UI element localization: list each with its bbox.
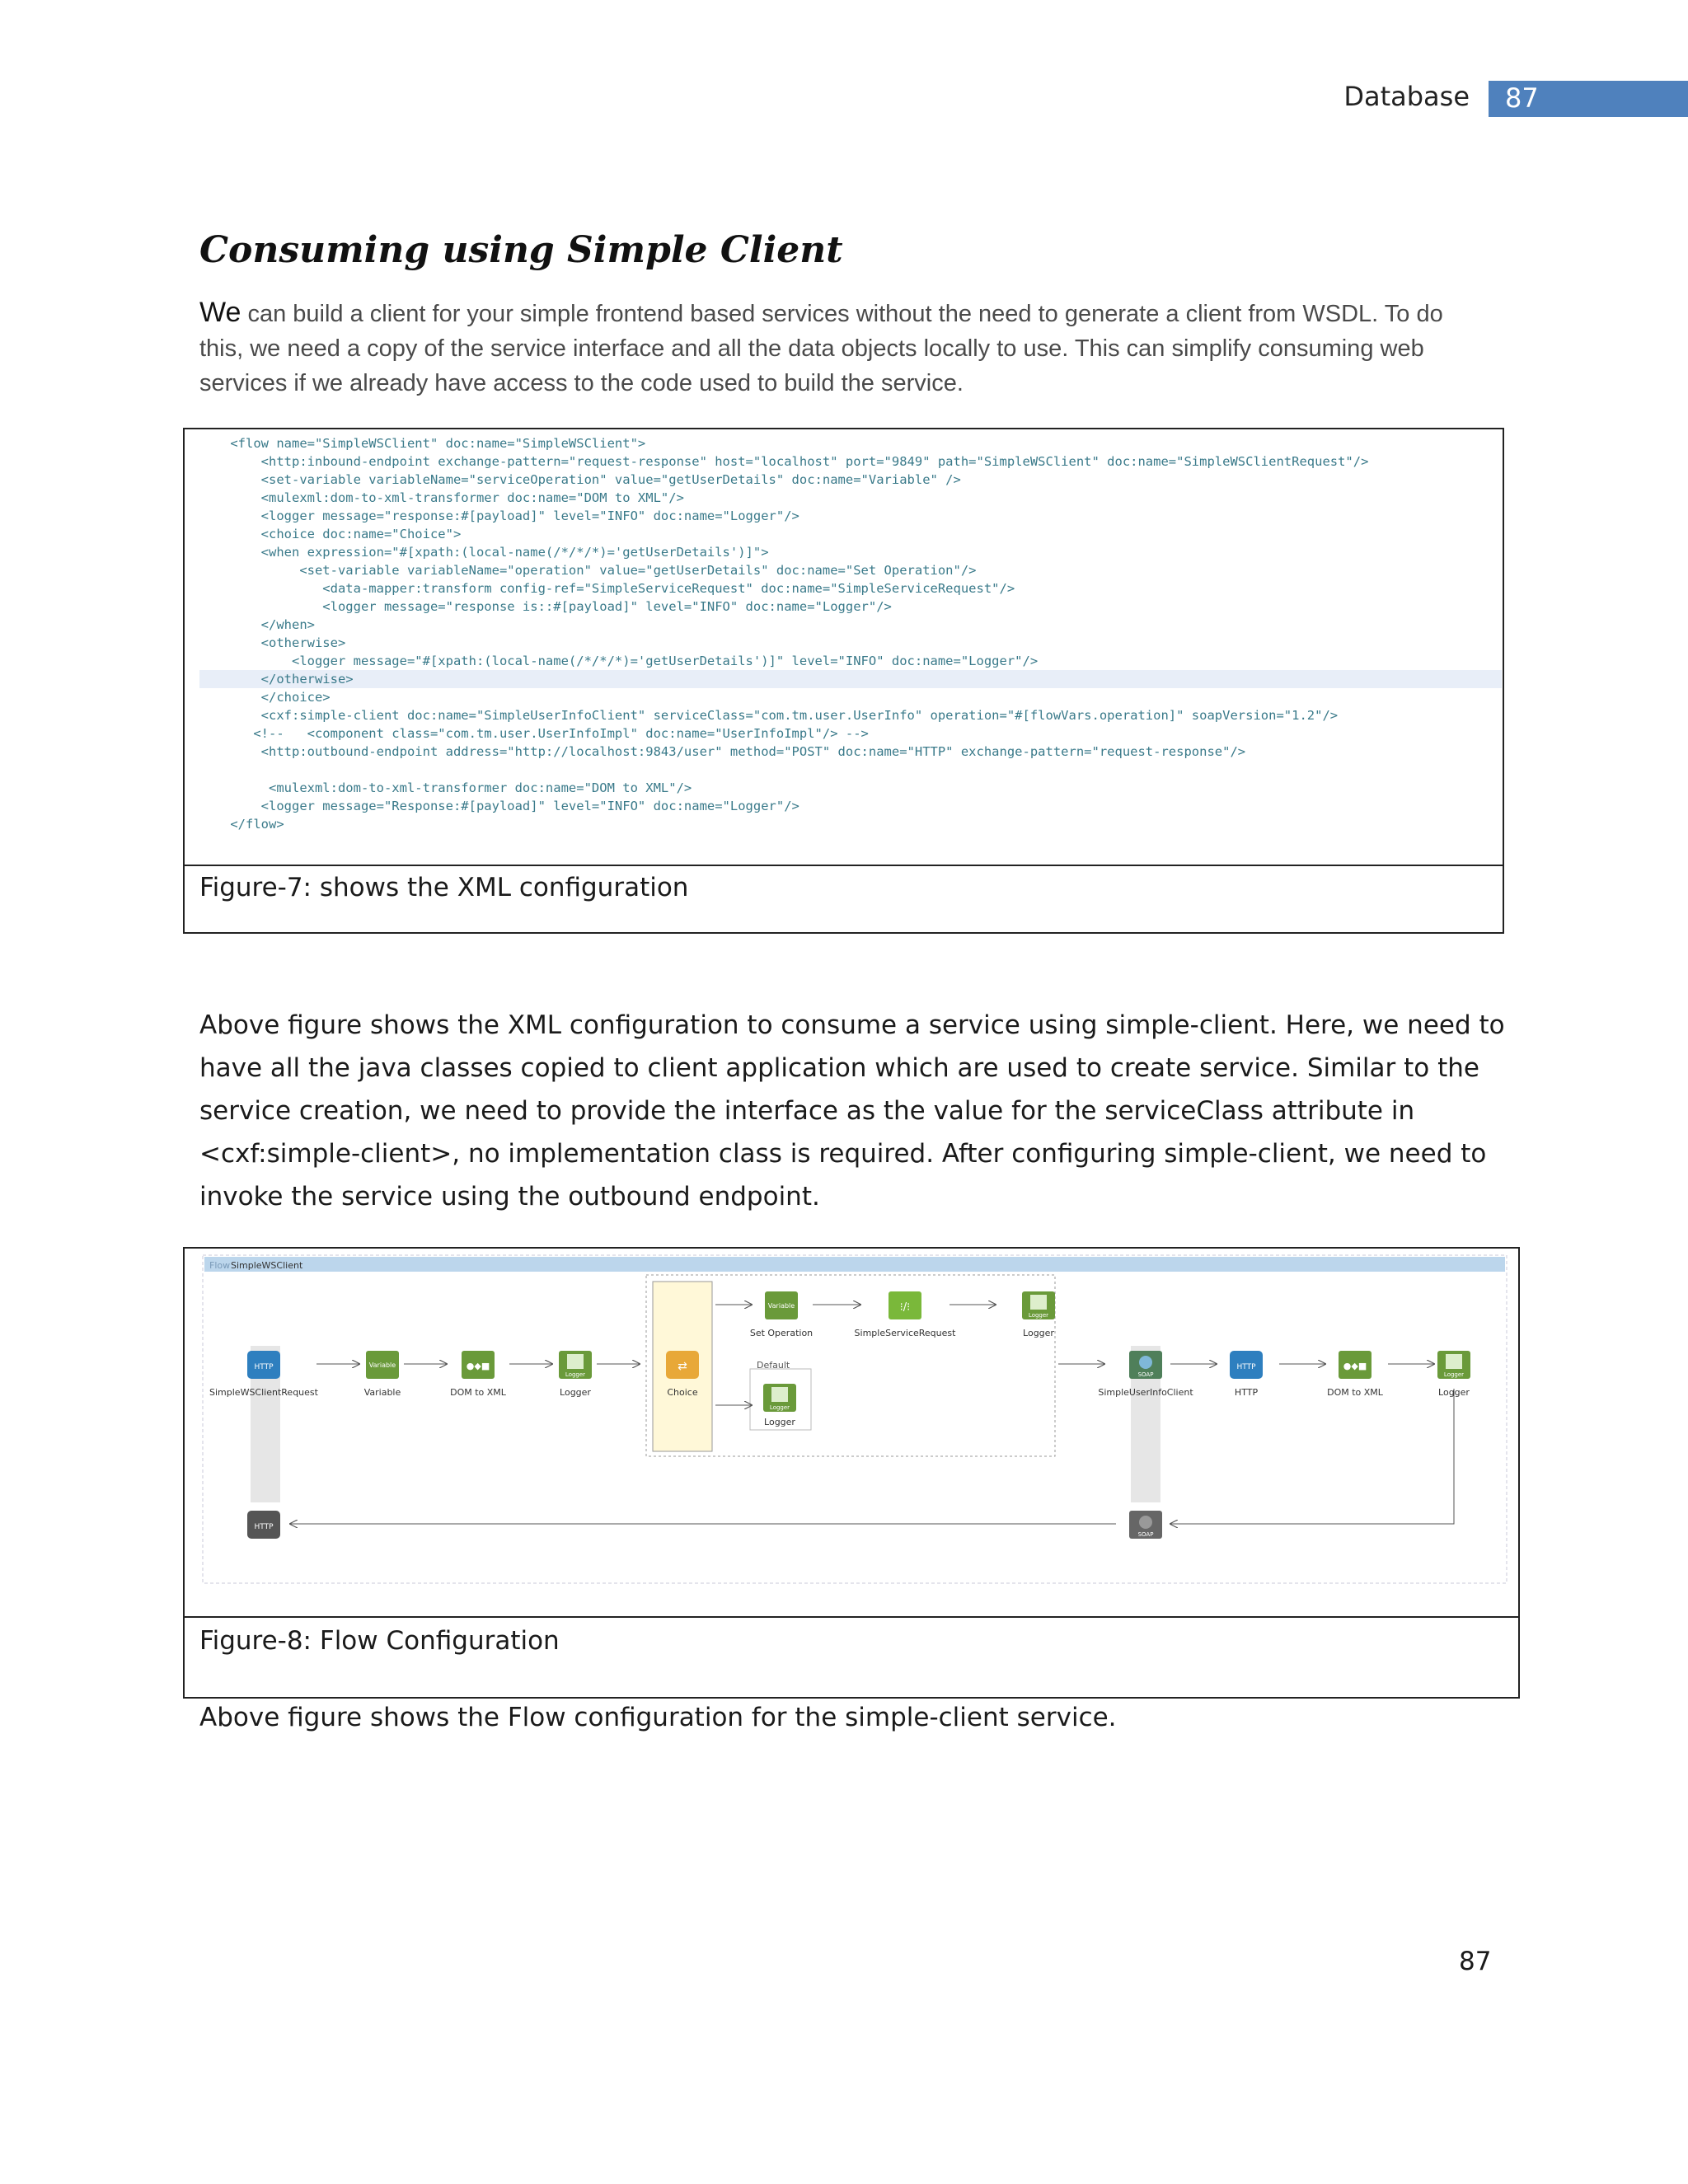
code-line: <logger message="Response:#[payload]" level="INFO" doc:name="Logger"/> (199, 799, 799, 813)
logger-icon-text: Logger (769, 1404, 790, 1411)
flow-label: Flow (209, 1260, 231, 1271)
flow-diagram (185, 1249, 1518, 1616)
code-line: <logger message="#[xpath:(local-name(/*/*/*)='getUserDetails')]" level="INFO" doc:name="Logger"/> (199, 654, 1039, 668)
node-label-set-operation: Set Operation (749, 1328, 814, 1338)
body-paragraph (199, 1004, 1505, 1218)
code-line: <otherwise> (199, 635, 346, 650)
soap-icon-text: SOAP (1137, 1531, 1154, 1538)
code-line: </choice> (199, 690, 331, 705)
node-label-logger-default: Logger (764, 1417, 795, 1427)
code-line: <set-variable variableName="serviceOperation" value="getUserDetails" doc:name="Variable" /> (199, 472, 961, 487)
default-branch-label: Default (757, 1360, 790, 1371)
soap-icon-text: SOAP (1137, 1371, 1154, 1378)
code-line: <choice doc:name="Choice"> (199, 527, 462, 541)
code-line: <mulexml:dom-to-xml-transformer doc:name="DOM to XML"/> (199, 490, 684, 505)
node-label-dom2: DOM to XML (1327, 1387, 1383, 1398)
running-header-page-number: 87 (1505, 82, 1539, 114)
node-label-logger1: Logger (560, 1387, 591, 1398)
body-line: <cxf:simple-client>, no implementation class is required. After configuring simple-client, we need to (199, 1139, 1487, 1169)
code-line: </when> (199, 617, 315, 632)
logger-icon-text: Logger (1028, 1312, 1049, 1319)
choice-glyph: ⇄ (678, 1360, 687, 1373)
section-title: Consuming using Simple Client (199, 229, 843, 271)
code-line: <flow name="SimpleWSClient" doc:name="SimpleWSClient"> (199, 436, 646, 451)
code-line: <data-mapper:transform config-ref="SimpleServiceRequest" doc:name="SimpleServiceRequest"/> (199, 581, 1015, 596)
transformer-glyph: ●◆■ (466, 1361, 490, 1371)
logger-doc-icon (567, 1354, 584, 1369)
node-label-logger-when: Logger (1023, 1328, 1054, 1338)
data-mapper-glyph: ⁝/⁝ (899, 1301, 911, 1314)
globe-icon (1139, 1516, 1152, 1529)
logger-doc-icon (1446, 1354, 1462, 1369)
globe-icon (1139, 1356, 1152, 1369)
transformer-glyph: ●◆■ (1343, 1361, 1367, 1371)
flow-name: SimpleWSClient (231, 1260, 303, 1271)
node-label-dom1: DOM to XML (450, 1387, 506, 1398)
footer-page-number: 87 (1459, 1947, 1492, 1976)
code-line: </flow> (199, 817, 284, 832)
closing-paragraph: Above figure shows the Flow configuration for the simple-client service. (199, 1703, 1117, 1732)
node-label-inbound: SimpleWSClientRequest (209, 1387, 318, 1398)
code-line: <when expression="#[xpath:(local-name(/*/*/*)='getUserDetails')]"> (199, 545, 769, 560)
logger-icon-text: Logger (1443, 1371, 1465, 1378)
figure-7-caption: Figure-7: shows the XML configuration (199, 873, 689, 902)
code-line: <!-- <component class="com.tm.user.UserInfoImpl" doc:name="UserInfoImpl"/> --> (199, 726, 869, 741)
body-line: have all the java classes copied to client application which are used to create service. Similar to the (199, 1053, 1479, 1083)
code-line: <http:inbound-endpoint exchange-pattern="request-response" host="localhost" port="9849" path="SimpleWSClient" doc:name="SimpleWSClientRequest"/> (199, 454, 1369, 469)
code-line: <set-variable variableName="operation" value="getUserDetails" doc:name="Set Operation"/> (199, 563, 977, 578)
logger-icon-text: Logger (565, 1371, 586, 1378)
logger-doc-icon (1030, 1295, 1047, 1310)
xml-code-screenshot (185, 429, 1503, 866)
node-label-soap-client: SimpleUserInfoClient (1098, 1387, 1193, 1398)
running-header-page-badge (1489, 81, 1688, 117)
figure-8-caption: Figure-8: Flow Configuration (199, 1626, 560, 1656)
variable-icon-text: Variable (767, 1302, 795, 1310)
http-icon-text: HTTP (1236, 1363, 1256, 1371)
code-line: <logger message="response:#[payload]" level="INFO" doc:name="Logger"/> (199, 509, 799, 523)
code-line: <logger message="response is::#[payload]" level="INFO" doc:name="Logger"/> (199, 599, 892, 614)
node-label-mapper: SimpleServiceRequest (854, 1328, 956, 1338)
intro-text: can build a client for your simple frontend based services without the need to generate a client from WSDL. To do this, we need a copy of the service interface and all the data objects locally to use. This can simplify consuming web services if we already have access to the code used to build the service. (199, 301, 1443, 396)
logger-doc-icon (771, 1387, 788, 1402)
node-label-http-out: HTTP (1234, 1387, 1259, 1398)
code-line: <cxf:simple-client doc:name="SimpleUserInfoClient" serviceClass="com.tm.user.UserInfo" operation="#[flowVars.operation]" soapVersion="1.2"/> (199, 708, 1339, 723)
node-label-variable: Variable (363, 1387, 401, 1398)
http-icon-text: HTTP (254, 1363, 274, 1371)
node-label-choice: Choice (667, 1387, 698, 1398)
node-label-logger2: Logger (1438, 1387, 1470, 1398)
body-line: service creation, we need to provide the interface as the value for the serviceClass attribute in (199, 1096, 1415, 1126)
body-line: invoke the service using the outbound endpoint. (199, 1182, 820, 1212)
code-line: </otherwise> (199, 670, 1502, 688)
http-icon-text: HTTP (254, 1523, 274, 1531)
figure-7-box (183, 428, 1504, 934)
body-line: Above figure shows the XML configuration to consume a service using simple-client. Here, we need to (199, 1010, 1505, 1040)
intro-first-word: We (199, 297, 241, 328)
intro-paragraph (199, 295, 1485, 401)
figure-8-box (183, 1247, 1520, 1699)
flow-title-bar (204, 1257, 1505, 1272)
variable-icon-text: Variable (368, 1361, 396, 1369)
running-header-section: Database (1343, 81, 1470, 112)
code-line: <http:outbound-endpoint address="http://localhost:9843/user" method="POST" doc:name="HTTP" exchange-pattern="request-response"/> (199, 744, 1246, 759)
code-line: <mulexml:dom-to-xml-transformer doc:name="DOM to XML"/> (199, 780, 692, 795)
